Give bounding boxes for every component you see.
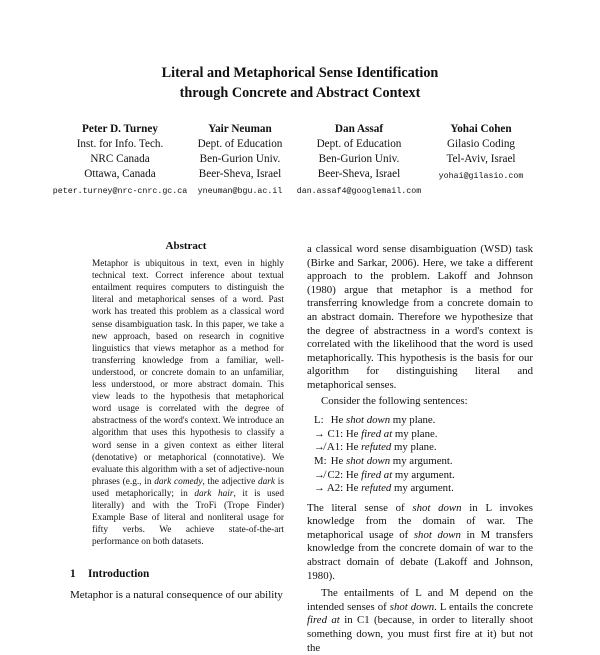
author-affiliation: Ben-Gurion Univ.: [199, 153, 281, 165]
author-name: Dan Assaf: [334, 123, 384, 135]
paper-title: [0, 64, 600, 103]
abstract-text: Metaphor is ubiquitous in text, even in highly technical text. Correct inference about textual entailment requires computers to distinguish the literal and metaphorical senses of a word. Past work has treated this problem as a classical word sense disambiguation task. In this paper, we take a new approach, based on research in cognitive linguistics that views metaphor as a method for transferring knowledge from a familiar, well-understood, or concrete domain to an unfamiliar, less understood, or more abstract domain. This view leads to the hypothesis that metaphorical word usage is correlated with the degree of abstractness of the word's context. We introduce an algorithm that uses this hypothesis to classify a word sense in a given context as either literal (denotative) or metaphorical (connotative). We evaluate this algorithm with a set of adjective-noun phrases (e.g., in dark comedy, the adjective dark is used metaphorically; in dark hair, it is used literally) and with the TroFi (Trope Finder) Example Base of literal and nonliteral usage for fifty verbs. We achieve state-of-the-art performance on both datasets.: [92, 259, 284, 548]
body-paragraph: The literal sense of shot down in L invokes knowledge from the domain of war. The metaphorical usage of shot down in M transfers knowledge from the concrete domain of war to the abstract domain of debate (Lakoff and Johnson, 1980).: [307, 501, 533, 582]
author-affiliation: Ben-Gurion Univ.: [318, 153, 400, 165]
body-paragraph: a classical word sense disambiguation (WSD) task (Birke and Sarkar, 2006). Here, we take a different approach to the problem. Lakoff and Johnson (1980) argue that metaphor is a method for transferring knowledge from a concrete domain to an abstract domain. Therefore we hypothesize that the degree of abstractness in a word's context is correlated with the likelihood that the word is used metaphorically. This hypothesis is the basis for our algorithm for distinguishing literal and metaphorical senses.: [307, 243, 533, 391]
abstract-heading: Abstract: [165, 240, 207, 252]
section-title: Introduction: [88, 568, 150, 581]
section-number: 1: [70, 568, 76, 581]
author-block: [406, 122, 556, 184]
author-name: Yohai Cohen: [450, 123, 512, 135]
author-affiliation: Gilasio Coding: [446, 138, 516, 150]
section-heading: [70, 568, 302, 580]
example-sentence: → A2: He refuted my argument.: [314, 482, 454, 495]
body-paragraph: Consider the following sentences:: [321, 394, 468, 407]
example-sentence: ↛ A1: He refuted my plane.: [314, 441, 437, 454]
author-name: Peter D. Turney: [82, 123, 158, 135]
author-affiliation: NRC Canada: [90, 153, 150, 165]
author-email[interactable]: yohai@gilasio.com: [438, 172, 524, 181]
author-affiliation: Ottawa, Canada: [84, 168, 156, 180]
example-sentence: L: He shot down my plane.: [314, 414, 436, 427]
body-paragraph: The entailments of L and M depend on the intended senses of shot down. L entails the concrete fired at in C1 (because, in order to literally shoot something down, you must first fire at it) but not the: [307, 587, 533, 654]
example-sentence: → C1: He fired at my plane.: [314, 427, 438, 440]
author-affiliation: Tel-Aviv, Israel: [446, 153, 516, 165]
author-email[interactable]: peter.turney@nrc-cnrc.gc.ca: [52, 187, 188, 196]
example-sentence: M: He shot down my argument.: [314, 454, 453, 467]
author-affiliation: Beer-Sheva, Israel: [317, 168, 401, 180]
section-text: Metaphor is a natural consequence of our ability: [70, 589, 283, 602]
title-line-2: through Concrete and Abstract Context: [179, 84, 421, 101]
example-sentence: ↛ C2: He fired at my argument.: [314, 468, 455, 481]
author-email[interactable]: yneuman@bgu.ac.il: [197, 187, 283, 196]
author-name: Yair Neuman: [208, 123, 272, 135]
author-affiliation: Beer-Sheva, Israel: [198, 168, 282, 180]
author-affiliation: Dept. of Education: [316, 138, 402, 150]
author-email[interactable]: dan.assaf4@googlemail.com: [296, 187, 422, 196]
left-column: [70, 240, 302, 602]
author-affiliation: Inst. for Info. Tech.: [76, 138, 164, 150]
author-affiliation: Dept. of Education: [197, 138, 283, 150]
title-line-1: Literal and Metaphorical Sense Identification: [161, 65, 439, 81]
right-column: [307, 243, 533, 655]
